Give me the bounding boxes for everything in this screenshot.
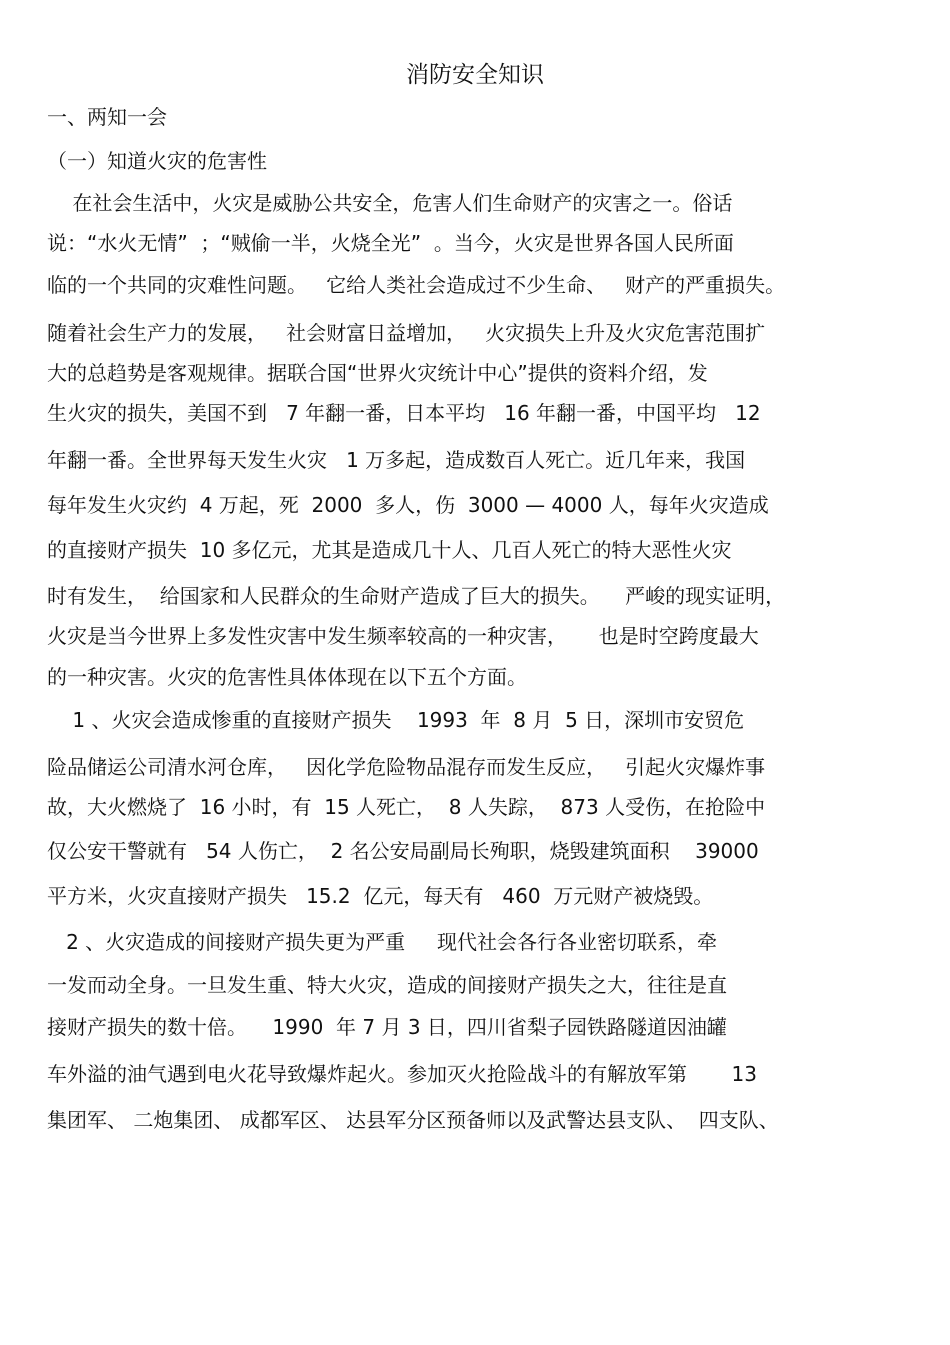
text-line: 大的总趋势是客观规律。据联合国“世界火灾统计中心”提供的资料介绍，发 — [47, 361, 708, 385]
text-line: 车外溢的油气遇到电火花导致爆炸起火。参加灭火抢险战斗的有解放军第 13 — [47, 1062, 757, 1086]
text-line: 1 、火灾会造成惨重的直接财产损失 1993 年 8 月 5 日，深圳市安贸危 — [47, 708, 745, 732]
text-line: 故，大火燃烧了 16 小时，有 15 人死亡， 8 人失踪， 873 人受伤，在抢险中 — [47, 795, 766, 819]
text-line: 每年发生火灾约 4 万起，死 2000 多人，伤 3000 — 4000 人，每年火灾造成 — [47, 493, 769, 517]
text-line: 时有发生， 给国家和人民群众的生命财产造成了巨大的损失。 严峻的现实证明， — [47, 584, 786, 608]
text-line: 说：“水火无情” ；“贼偷一半，火烧全光” 。当今，火灾是世界各国人民所面 — [47, 231, 734, 255]
text-line: 2 、火灾造成的间接财产损失更为严重 现代社会各行各业密切联系，牵 — [47, 930, 717, 954]
text-line: 一发而动全身。一旦发生重、特大火灾，造成的间接财产损失之大，往往是直 — [47, 973, 727, 997]
section-heading: 一、两知一会 — [47, 105, 167, 129]
text-line: 仅公安干警就有 54 人伤亡， 2 名公安局副局长殉职，烧毁建筑面积 39000 — [47, 839, 759, 863]
text-line: 临的一个共同的灾难性问题。 它给人类社会造成过不少生命、 财产的严重损失。 — [47, 273, 786, 297]
text-line: 在社会生活中，火灾是威胁公共安全，危害人们生命财产的灾害之一。俗话 — [47, 191, 733, 215]
text-line: 接财产损失的数十倍。 1990 年 7 月 3 日，四川省梨子园铁路隧道因油罐 — [47, 1015, 727, 1039]
text-line: 随着社会生产力的发展， 社会财富日益增加， 火灾损失上升及火灾危害范围扩 — [47, 321, 766, 345]
text-line: 的直接财产损失 10 多亿元，尤其是造成几十人、几百人死亡的特大恶性火灾 — [47, 538, 732, 562]
text-line: 的一种灾害。火灾的危害性具体体现在以下五个方面。 — [47, 665, 527, 689]
page-title: 消防安全知识 — [406, 62, 544, 88]
text-line: 年翻一番。全世界每天发生火灾 1 万多起，造成数百人死亡。近几年来，我国 — [47, 448, 746, 472]
text-line: 险品储运公司清水河仓库， 因化学危险物品混存而发生反应， 引起火灾爆炸事 — [47, 755, 766, 779]
text-line: 平方米，火灾直接财产损失 15.2 亿元，每天有 460 万元财产被烧毁。 — [47, 884, 714, 908]
text-line: 火灾是当今世界上多发性灾害中发生频率较高的一种灾害， 也是时空跨度最大 — [47, 624, 759, 648]
text-line: 生火灾的损失，美国不到 7 年翻一番，日本平均 16 年翻一番，中国平均 12 — [47, 401, 761, 425]
subsection-heading: （一）知道火灾的危害性 — [47, 149, 267, 173]
text-line: 集团军、 二炮集团、 成都军区、 达县军分区预备师以及武警达县支队、 四支队、 — [47, 1108, 779, 1132]
